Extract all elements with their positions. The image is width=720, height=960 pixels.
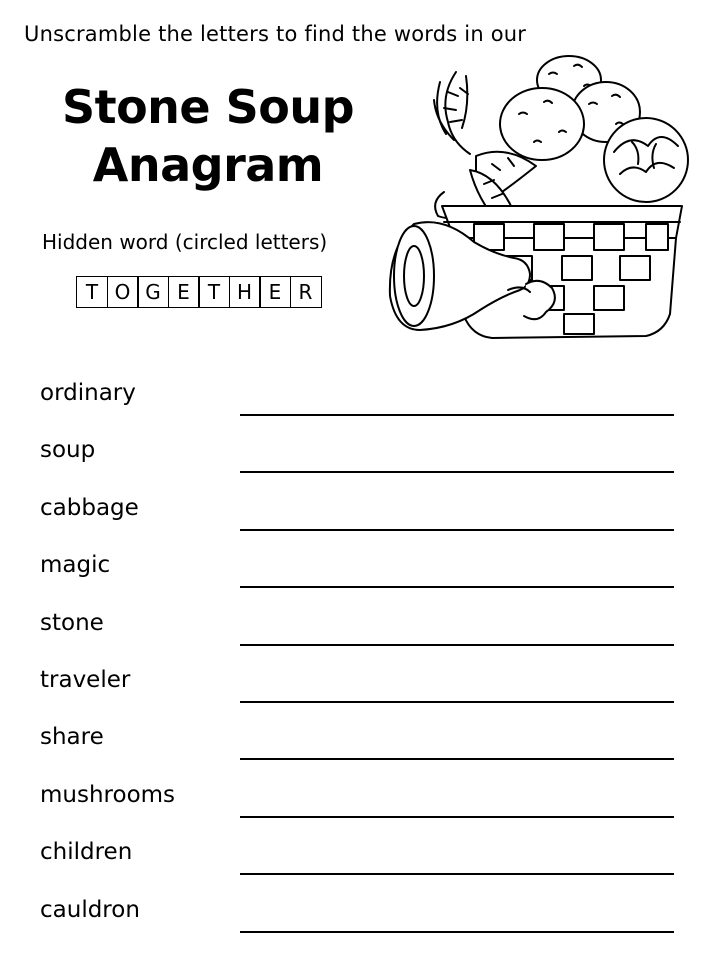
scrambled-word: cabbage [40, 494, 139, 521]
page-title [28, 78, 388, 194]
word-list [40, 376, 680, 950]
answer-line[interactable] [240, 414, 674, 416]
answer-line[interactable] [240, 931, 674, 933]
letter-box: H [229, 276, 261, 308]
letter-box: T [198, 276, 230, 308]
list-item [40, 548, 680, 605]
list-item [40, 720, 680, 777]
title-line-1: Stone Soup [61, 80, 355, 134]
letter-box: T [76, 276, 108, 308]
instructions-text: Unscramble the letters to find the words in our [24, 22, 527, 46]
answer-line[interactable] [240, 701, 674, 703]
letter-box: O [107, 276, 139, 308]
list-item [40, 376, 680, 433]
scrambled-word: ordinary [40, 380, 136, 406]
letter-box: E [259, 276, 291, 308]
list-item [40, 835, 680, 892]
letter-box: E [168, 276, 200, 308]
answer-line[interactable] [240, 644, 674, 646]
letter-box: G [137, 276, 169, 308]
list-item [40, 778, 680, 835]
list-item [40, 663, 680, 720]
answer-line[interactable] [240, 758, 674, 760]
scrambled-word: children [40, 839, 133, 866]
scrambled-word: share [40, 724, 104, 751]
answer-line[interactable] [240, 471, 674, 473]
list-item [40, 491, 680, 548]
answer-line[interactable] [240, 529, 674, 531]
scrambled-word: mushrooms [40, 781, 176, 808]
hidden-word-boxes [76, 276, 320, 308]
answer-line[interactable] [240, 586, 674, 588]
list-item [40, 433, 680, 490]
hidden-word-label: Hidden word (circled letters) [42, 230, 328, 254]
scrambled-word: traveler [40, 666, 131, 693]
letter-box: R [290, 276, 322, 308]
scrambled-word: soup [40, 437, 96, 464]
scrambled-word: magic [40, 552, 111, 579]
list-item [40, 893, 680, 950]
title-line-2: Anagram [92, 138, 324, 192]
vegetable-basket-icon [384, 52, 694, 342]
answer-line[interactable] [240, 816, 674, 818]
list-item [40, 606, 680, 663]
answer-line[interactable] [240, 873, 674, 875]
scrambled-word: cauldron [40, 896, 140, 923]
scrambled-word: stone [40, 609, 104, 636]
